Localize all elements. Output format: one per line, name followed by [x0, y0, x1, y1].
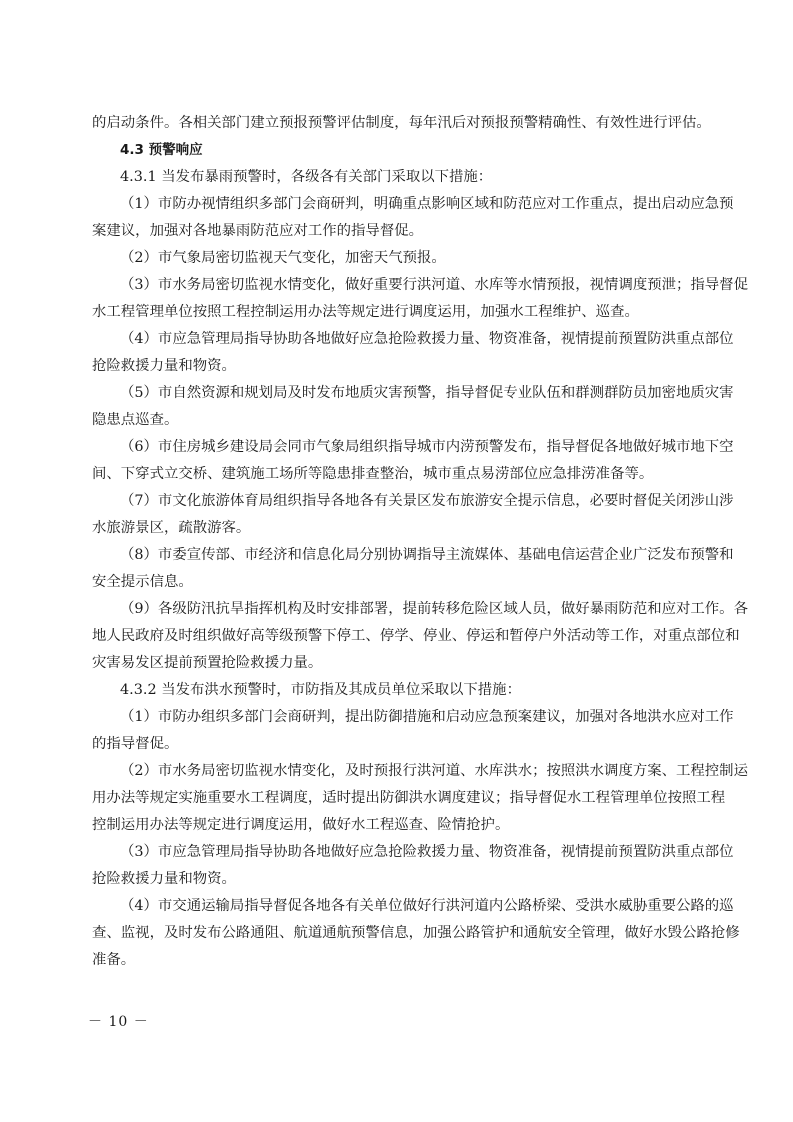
paragraph-line: 查、监视，及时发布公路通阻、航道通航预警信息，加强公路管护和通航安全管理，做好水毁公路抢修: [92, 925, 740, 941]
paragraph-line: 用办法等规定实施重要水工程调度，适时提出防御洪水调度建议；指导督促水工程管理单位按照工程: [92, 790, 726, 806]
subsection-heading: 4.3.1 当发布暴雨预警时，各级各有关部门采取以下措施：: [120, 169, 493, 185]
paragraph-line: 安全提示信息。: [92, 574, 193, 590]
paragraph-line: 准备。: [92, 952, 136, 968]
paragraph-line: 抢险救援力量和物资。: [92, 358, 236, 374]
paragraph-line: （1）市防办组织多部门会商研判，提出防御措施和启动应急预案建议，加强对各地洪水应对工作: [120, 709, 734, 725]
paragraph-line: 间、下穿式立交桥、建筑施工场所等隐患排查整治，城市重点易涝部位应急排涝准备等。: [92, 466, 654, 482]
page-number: － 10 －: [88, 1014, 149, 1030]
paragraph-line: （3）市应急管理局指导协助各地做好应急抢险救援力量、物资准备，视情提前预置防洪重点部位: [120, 844, 734, 860]
paragraph-line: （6）市住房城乡建设局会同市气象局组织指导城市内涝预警发布，指导督促各地做好城市地下空: [120, 439, 734, 455]
paragraph-line: 地人民政府及时组织做好高等级预警下停工、停学、停业、停运和暂停户外活动等工作，对重点部位和: [92, 628, 740, 644]
paragraph-line: 的启动条件。各相关部门建立预报预警评估制度，每年汛后对预报预警精确性、有效性进行评估。: [92, 115, 711, 131]
paragraph-line: 控制运用办法等规定进行调度运用，做好水工程巡查、险情抢护。: [92, 817, 510, 833]
paragraph-line: 案建议，加强对各地暴雨防范应对工作的指导督促。: [92, 223, 423, 239]
paragraph-line: 灾害易发区提前预置抢险救援力量。: [92, 655, 323, 671]
paragraph-line: 水工程管理单位按照工程控制运用办法等规定进行调度运用，加强水工程维护、巡查。: [92, 304, 639, 320]
subsection-heading: 4.3.2 当发布洪水预警时，市防指及其成员单位采取以下措施：: [120, 682, 521, 698]
paragraph-line: 抢险救援力量和物资。: [92, 871, 236, 887]
paragraph-line: （4）市应急管理局指导协助各地做好应急抢险救援力量、物资准备，视情提前预置防洪重点部位: [120, 331, 734, 347]
paragraph-line: 的指导督促。: [92, 736, 179, 752]
section-heading: 4.3 预警响应: [120, 142, 203, 158]
paragraph-line: （2）市气象局密切监视天气变化，加密天气预报。: [120, 250, 446, 266]
paragraph-line: （7）市文化旅游体育局组织指导各地各有关景区发布旅游安全提示信息，必要时督促关闭涉山涉: [120, 493, 734, 509]
paragraph-line: （8）市委宣传部、市经济和信息化局分别协调指导主流媒体、基础电信运营企业广泛发布预警和: [120, 547, 734, 563]
paragraph-line: 隐患点巡查。: [92, 412, 179, 428]
paragraph-line: （1）市防办视情组织多部门会商研判，明确重点影响区域和防范应对工作重点，提出启动应急预: [120, 196, 734, 212]
document-body: [92, 115, 748, 969]
paragraph-line: （3）市水务局密切监视水情变化，做好重要行洪河道、水库等水情预报，视情调度预泄；指导督促: [120, 277, 748, 293]
paragraph-line: （4）市交通运输局指导督促各地各有关单位做好行洪河道内公路桥梁、受洪水威胁重要公路的巡: [120, 898, 734, 914]
paragraph-line: 水旅游景区，疏散游客。: [92, 520, 251, 536]
paragraph-line: （9）各级防汛抗旱指挥机构及时安排部署，提前转移危险区域人员，做好暴雨防范和应对工作。各: [120, 601, 748, 617]
paragraph-line: （5）市自然资源和规划局及时发布地质灾害预警，指导督促专业队伍和群测群防员加密地质灾害: [120, 385, 734, 401]
paragraph-line: （2）市水务局密切监视水情变化，及时预报行洪河道、水库洪水；按照洪水调度方案、工程控制运: [120, 763, 748, 779]
